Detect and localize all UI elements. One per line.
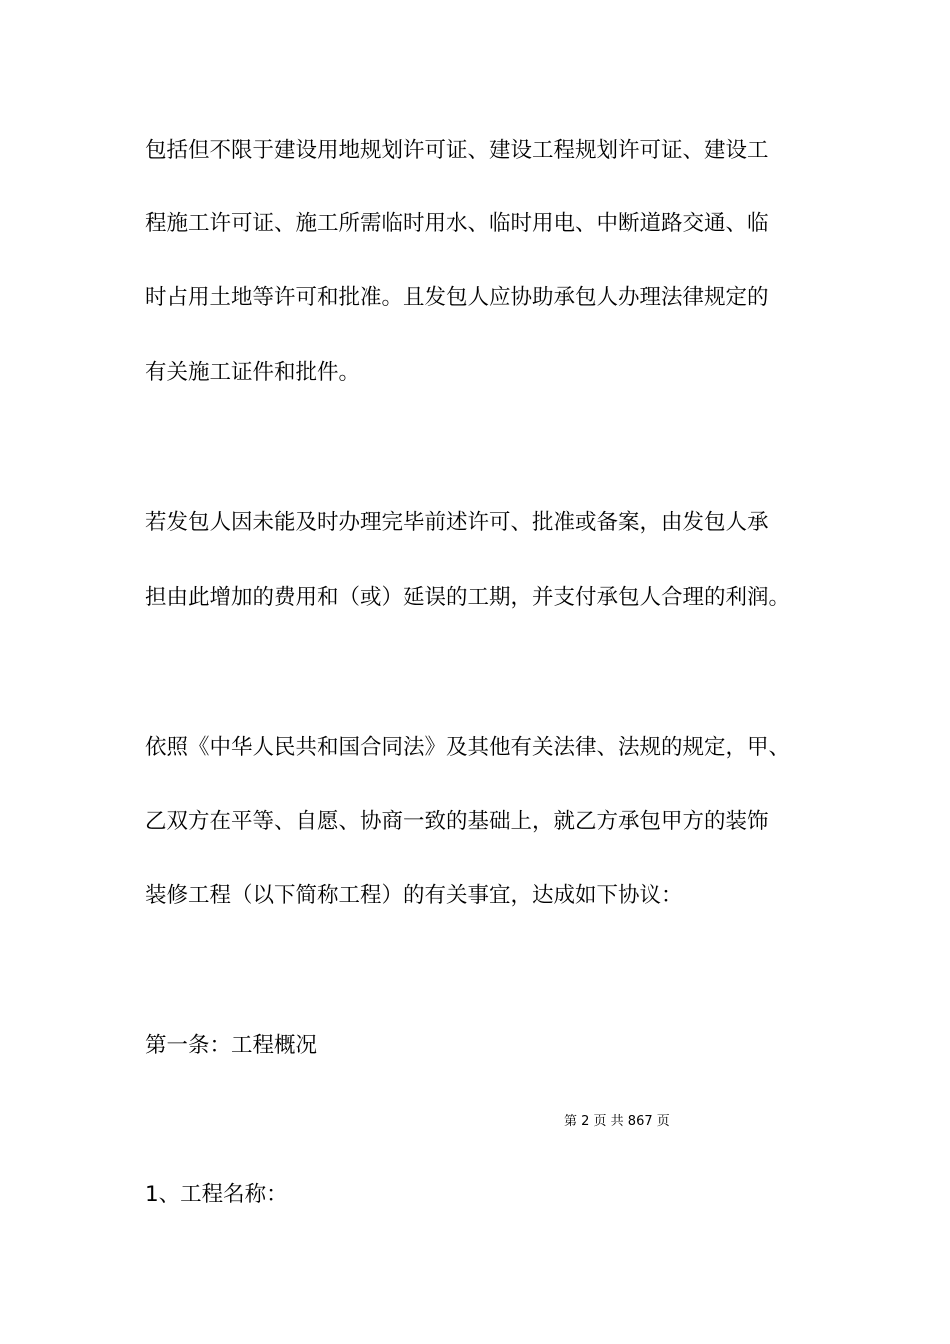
section-heading: 第一条：工程概况 bbox=[145, 1033, 318, 1058]
paragraph-3-line-3: 装修工程（以下简称工程）的有关事宜，达成如下协议： bbox=[145, 883, 683, 908]
paragraph-1-line-2: 程施工许可证、施工所需临时用水、临时用电、中断道路交通、临 bbox=[145, 211, 769, 236]
paragraph-3-line-1: 依照《中华人民共和国合同法》及其他有关法律、法规的规定，甲、 bbox=[145, 735, 791, 760]
paragraph-3-line-2: 乙双方在平等、自愿、协商一致的基础上，就乙方承包甲方的装饰 bbox=[145, 809, 769, 834]
item-1-label: 1、工程名称： bbox=[145, 1182, 288, 1207]
page-footer: 第 2 页 共 867 页 bbox=[564, 1114, 670, 1129]
paragraph-1-line-1: 包括但不限于建设用地规划许可证、建设工程规划许可证、建设工 bbox=[145, 138, 769, 163]
paragraph-1-line-3: 时占用土地等许可和批准。且发包人应协助承包人办理法律规定的 bbox=[145, 285, 769, 310]
paragraph-2-line-2: 担由此增加的费用和（或）延误的工期，并支付承包人合理的利润。 bbox=[145, 585, 791, 610]
paragraph-1-line-4: 有关施工证件和批件。 bbox=[145, 360, 361, 385]
paragraph-2-line-1: 若发包人因未能及时办理完毕前述许可、批准或备案，由发包人承 bbox=[145, 510, 769, 535]
